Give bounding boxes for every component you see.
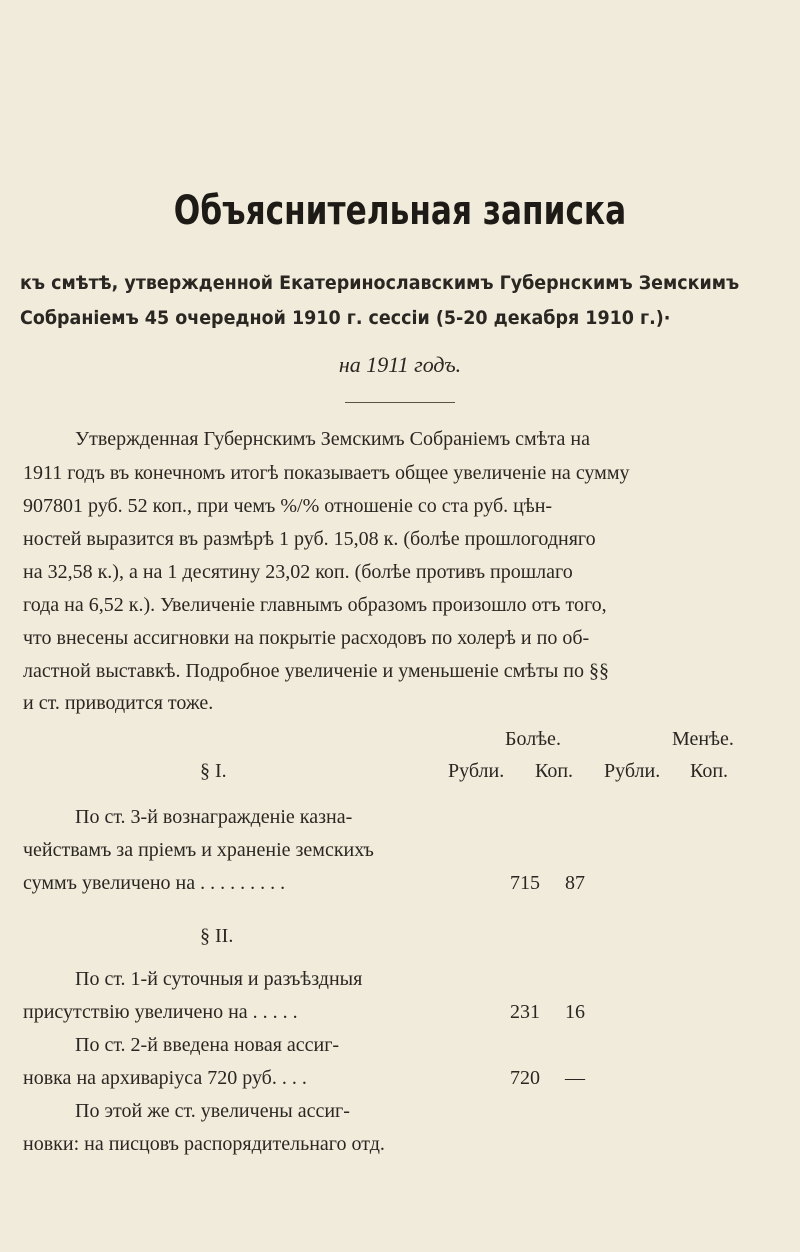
subtitle-line-2: Собраніемъ 45 очередной 1910 г. сессіи (5-20 декабря 1910 г.)· — [20, 307, 671, 329]
row-rubles-value: 715 — [510, 872, 540, 894]
paragraph-line: ностей выразится въ размѣрѣ 1 руб. 15,08 к. (болѣе прошлогодняго — [23, 528, 596, 550]
row-kop-value: — — [565, 1067, 585, 1089]
page-title: Объяснительная записка — [173, 188, 627, 234]
paragraph-line: Утвержденная Губернскимъ Земскимъ Собраніемъ смѣта на — [75, 428, 590, 450]
year-line: на 1911 годъ. — [338, 352, 462, 377]
paragraph-line: и ст. приводится тоже. — [23, 692, 214, 714]
section-heading-2: § II. — [200, 925, 234, 947]
row-text: По ст. 1-й суточныя и разъѣздныя — [75, 968, 363, 990]
paragraph-line: года на 6,52 к.). Увеличеніе главнымъ образомъ произошло отъ того, — [23, 594, 607, 616]
column-kop-more: Коп. — [535, 760, 574, 782]
header-more: Болѣе. — [505, 728, 561, 750]
paragraph-line: что внесены ассигновки на покрытіе расходовъ по холерѣ и по об- — [23, 627, 590, 649]
paragraph-line: 1911 годъ въ конечномъ итогѣ показываетъ общее увеличеніе на сумму — [23, 462, 630, 484]
row-kop-value: 87 — [565, 872, 585, 894]
row-text: По ст. 3-й вознагражденіе казна- — [75, 806, 353, 828]
column-kop-less: Коп. — [690, 760, 729, 782]
subtitle-line-1: къ смѣтѣ, утвержденной Екатеринославскимъ Губернскимъ Земскимъ — [20, 272, 740, 294]
paragraph-line: 907801 руб. 52 коп., при чемъ %/% отношеніе со ста руб. цѣн- — [23, 495, 553, 517]
paragraph-line: ластной выставкѣ. Подробное увеличеніе и уменьшеніе смѣты по §§ — [23, 660, 610, 682]
row-rubles-value: 231 — [510, 1001, 540, 1023]
row-text: присутствію увеличено на . . . . . — [23, 1001, 298, 1023]
column-rubles-more: Рубли. — [448, 760, 505, 782]
row-text: суммъ увеличено на . . . . . . . . . — [23, 872, 286, 894]
row-kop-value: 16 — [565, 1001, 585, 1023]
row-text: чействамъ за пріемъ и храненіе земскихъ — [23, 839, 374, 861]
row-text: новки: на писцовъ распорядительнаго отд. — [23, 1133, 385, 1155]
column-rubles-less: Рубли. — [604, 760, 661, 782]
divider-rule — [345, 402, 455, 403]
row-text: По ст. 2-й введена новая ассиг- — [75, 1034, 340, 1056]
row-text: По этой же ст. увеличены ассиг- — [75, 1100, 350, 1122]
header-less: Менѣе. — [672, 728, 734, 750]
section-heading-1: § I. — [200, 760, 227, 782]
paragraph-line: на 32,58 к.), а на 1 десятину 23,02 коп. (болѣе противъ прошлаго — [23, 561, 573, 583]
row-text: новка на архиваріуса 720 руб. . . . — [23, 1067, 307, 1089]
row-rubles-value: 720 — [510, 1067, 540, 1089]
